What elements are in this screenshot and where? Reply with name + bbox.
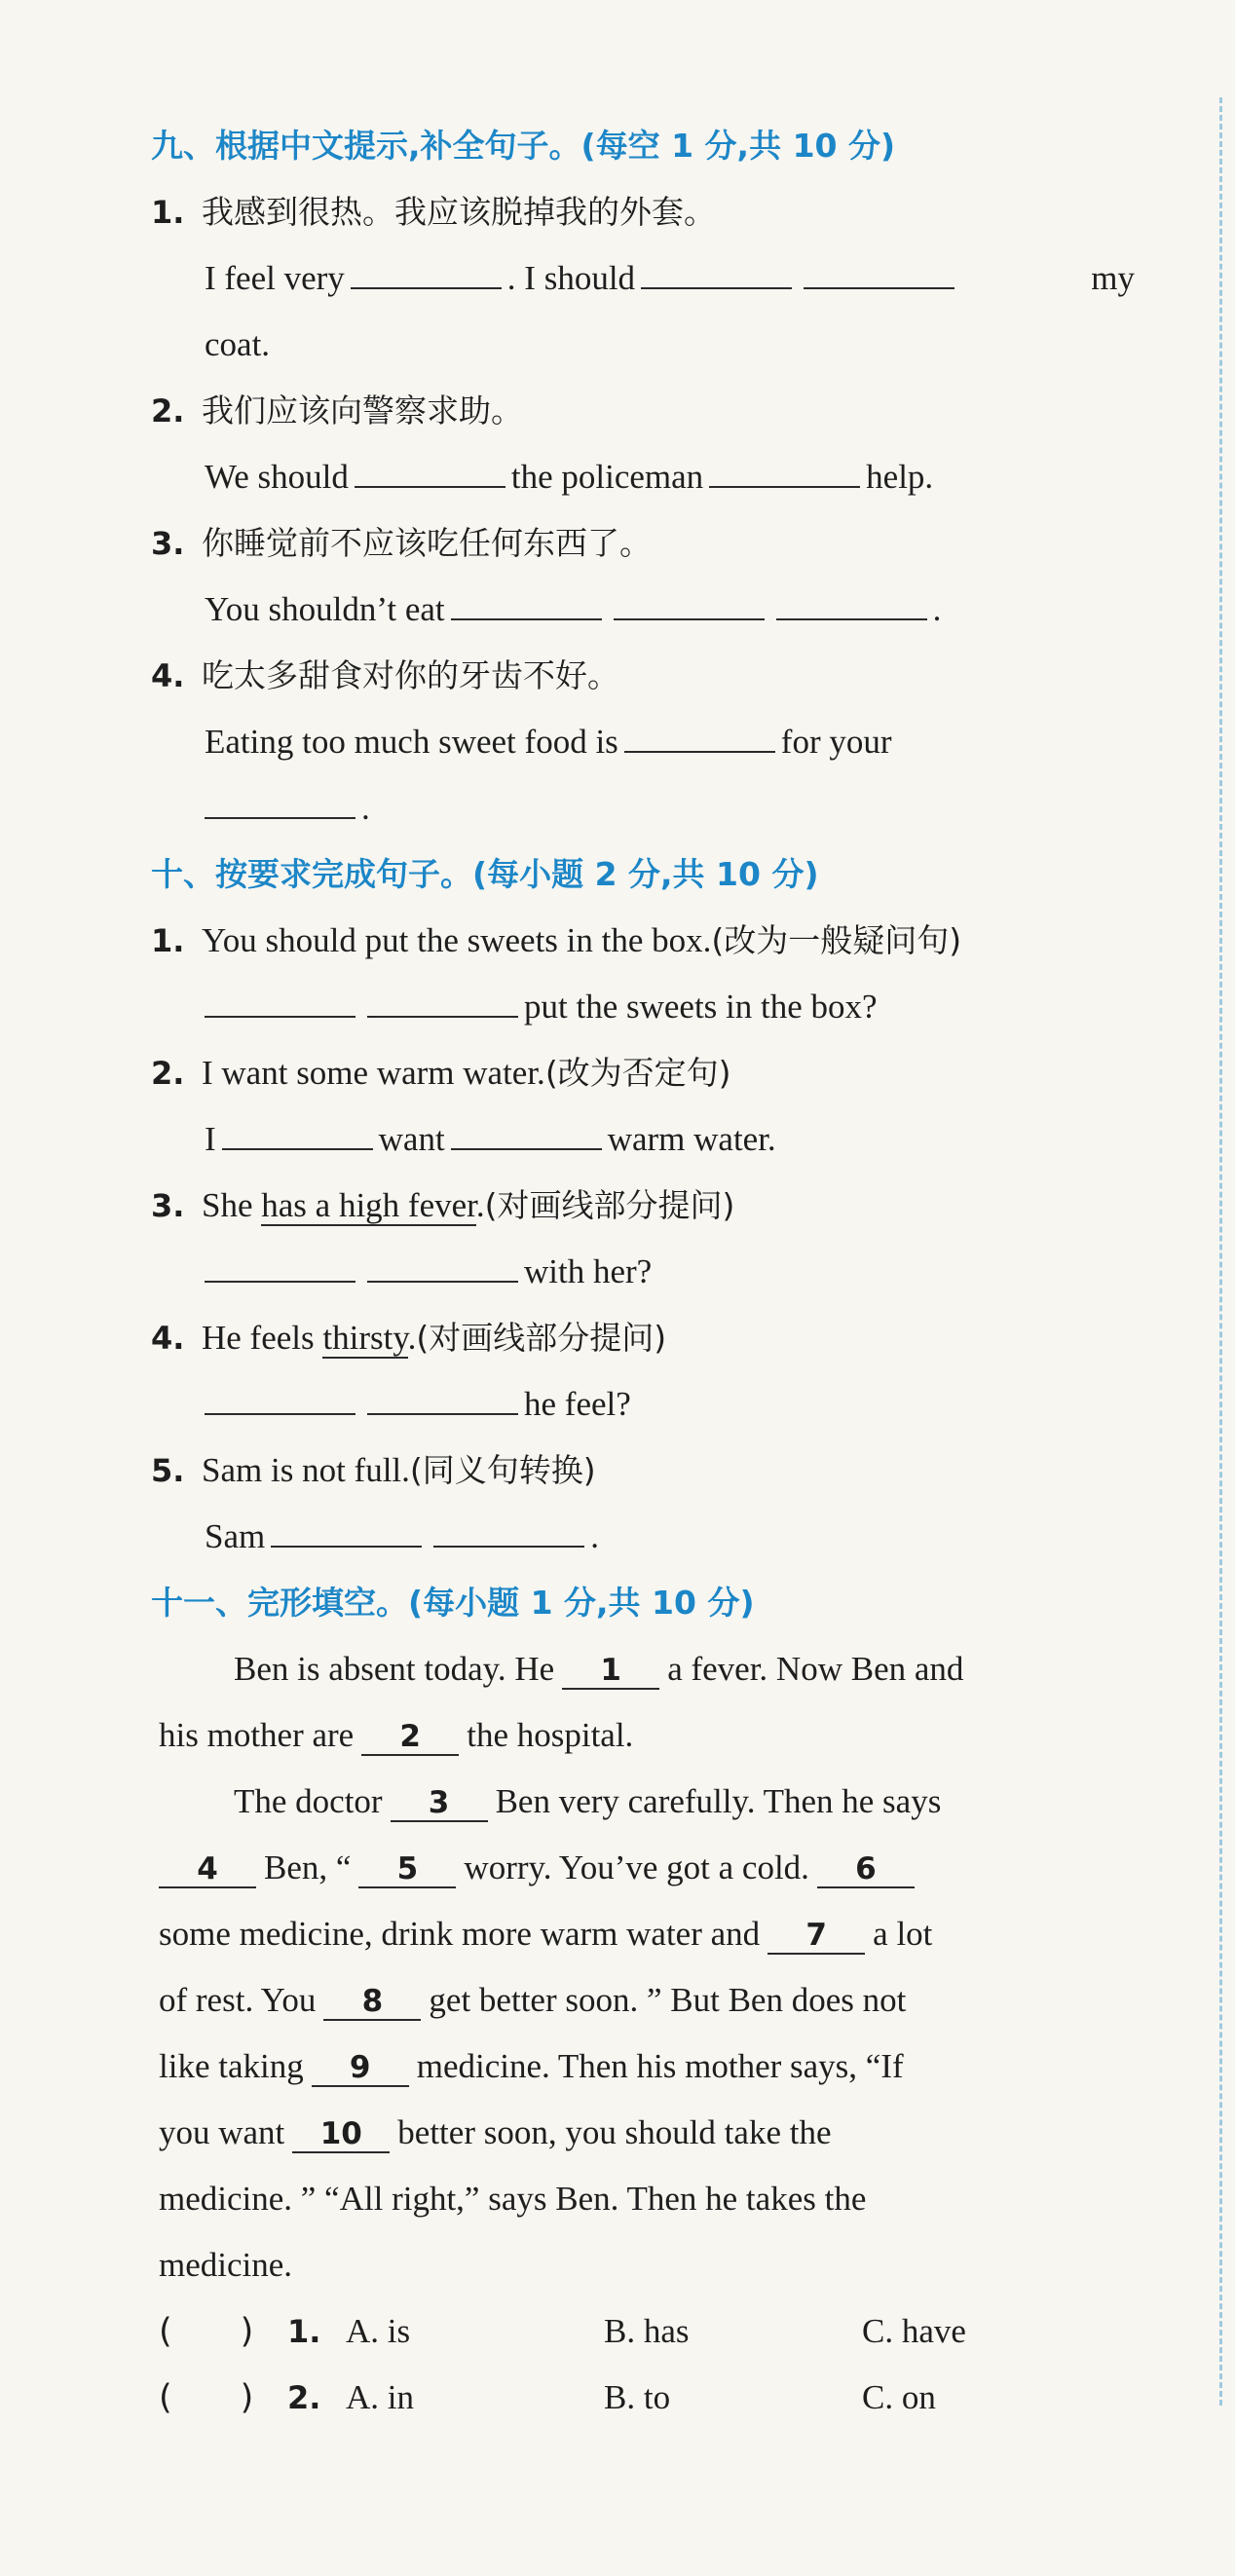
question-number: 2. bbox=[151, 1055, 185, 1092]
passage-line-2: his mother are 2 the hospital. bbox=[159, 1716, 634, 1754]
passage-line-6: of rest. You 8 get better soon. ” But Ben does not bbox=[159, 1981, 907, 2019]
underlined-phrase: has a high fever bbox=[261, 1186, 476, 1224]
answer-blank[interactable] bbox=[614, 589, 765, 620]
s10-q1-answer: put the sweets in the box? bbox=[205, 986, 878, 1028]
passage-line-1: Ben is absent today. He 1 a fever. Now Ben and bbox=[234, 1650, 964, 1688]
option-2-c[interactable]: C. on bbox=[862, 2378, 936, 2416]
cloze-blank-3[interactable]: 3 bbox=[391, 1785, 488, 1822]
answer-blank[interactable] bbox=[451, 589, 602, 620]
option-row-2-number: 2. bbox=[287, 2379, 321, 2416]
cloze-blank-6[interactable]: 6 bbox=[817, 1851, 915, 1888]
answer-bracket[interactable]: ( ) bbox=[159, 2378, 254, 2417]
answer-blank[interactable] bbox=[641, 258, 792, 289]
option-1-c[interactable]: C. have bbox=[862, 2312, 966, 2350]
answer-blank[interactable] bbox=[205, 1251, 356, 1283]
s10-q3: 3. She has a high fever.(对画线部分提问) bbox=[151, 1184, 734, 1227]
s10-q3-answer: with her? bbox=[205, 1251, 652, 1293]
dashed-margin-rule bbox=[1219, 97, 1222, 2406]
s9-q1-english: I feel very . I should my bbox=[205, 259, 1135, 297]
question-number: 4. bbox=[151, 657, 185, 694]
section-10-heading: 十、按要求完成句子。(每小题 2 分,共 10 分) bbox=[151, 855, 819, 893]
passage-line-4: 4 Ben, “ 5 worry. You’ve got a cold. 6 bbox=[159, 1847, 922, 1889]
underlined-phrase: thirsty bbox=[322, 1319, 408, 1357]
s10-q5: 5. Sam is not full.(同义句转换) bbox=[151, 1449, 596, 1492]
question-number: 1. bbox=[151, 922, 185, 959]
cloze-blank-7[interactable]: 7 bbox=[767, 1918, 865, 1955]
answer-bracket[interactable]: ( ) bbox=[159, 2312, 254, 2351]
answer-blank[interactable] bbox=[355, 457, 505, 488]
answer-blank[interactable] bbox=[367, 1384, 518, 1415]
question-number: 5. bbox=[151, 1452, 185, 1489]
s9-q1-chinese bbox=[151, 191, 716, 234]
answer-blank[interactable] bbox=[205, 1384, 356, 1415]
question-number: 3. bbox=[151, 525, 185, 562]
s9-q2-english: We should the policeman help. bbox=[205, 458, 934, 496]
s9-q3-english: You shouldn’t eat . bbox=[205, 590, 942, 628]
passage-line-8: you want 10 better soon, you should take the bbox=[159, 2113, 832, 2151]
option-2-a[interactable]: A. in bbox=[346, 2378, 414, 2416]
answer-blank[interactable] bbox=[367, 987, 518, 1018]
passage-line-9: medicine. ” “All right,” says Ben. Then he takes the bbox=[159, 2180, 867, 2218]
passage-line-7: like taking 9 medicine. Then his mother says, “If bbox=[159, 2047, 904, 2085]
answer-blank[interactable] bbox=[433, 1516, 584, 1548]
passage-line-5: some medicine, drink more warm water and 7 a lot bbox=[159, 1915, 933, 1953]
cloze-blank-5[interactable]: 5 bbox=[358, 1851, 456, 1888]
s9-q4-english: Eating too much sweet food is for your bbox=[205, 723, 892, 761]
s9-q4-chinese bbox=[151, 654, 619, 697]
answer-blank[interactable] bbox=[367, 1251, 518, 1283]
option-1-a[interactable]: A. is bbox=[346, 2312, 411, 2350]
s10-q5-answer: Sam . bbox=[205, 1517, 599, 1555]
cloze-blank-2[interactable]: 2 bbox=[361, 1719, 459, 1756]
option-row-1-number: 1. bbox=[287, 2313, 321, 2350]
section-9-heading: 九、根据中文提示,补全句子。(每空 1 分,共 10 分) bbox=[151, 127, 896, 165]
answer-blank[interactable] bbox=[205, 788, 356, 819]
s10-q4-answer: he feel? bbox=[205, 1383, 631, 1426]
s10-q2: 2. I want some warm water.(改为否定句) bbox=[151, 1052, 731, 1095]
answer-blank[interactable] bbox=[709, 457, 860, 488]
section-11-heading: 十一、完形填空。(每小题 1 分,共 10 分) bbox=[151, 1584, 755, 1622]
s9-q1-cont: coat. bbox=[205, 325, 271, 363]
option-1-b[interactable]: B. has bbox=[604, 2312, 690, 2350]
passage-line-10: medicine. bbox=[159, 2246, 293, 2284]
s9-q2-chinese bbox=[151, 390, 523, 432]
chinese-prompt: 你睡觉前不应该吃任何东西了。 bbox=[202, 524, 652, 562]
answer-blank[interactable] bbox=[222, 1119, 373, 1150]
question-number: 1. bbox=[151, 194, 185, 231]
chinese-prompt: 我感到很热。我应该脱掉我的外套。 bbox=[202, 193, 716, 231]
answer-blank[interactable] bbox=[624, 722, 775, 753]
question-number: 3. bbox=[151, 1187, 185, 1224]
answer-blank[interactable] bbox=[271, 1516, 422, 1548]
s9-q3-chinese bbox=[151, 522, 652, 565]
cloze-blank-4[interactable]: 4 bbox=[159, 1851, 256, 1888]
s10-q1: 1. You should put the sweets in the box.(改为一般疑问句) bbox=[151, 919, 961, 962]
answer-blank[interactable] bbox=[451, 1119, 602, 1150]
passage-line-3: The doctor 3 Ben very carefully. Then he says bbox=[234, 1782, 942, 1820]
option-2-b[interactable]: B. to bbox=[604, 2378, 671, 2416]
answer-blank[interactable] bbox=[776, 589, 927, 620]
chinese-prompt: 我们应该向警察求助。 bbox=[202, 392, 523, 429]
answer-blank[interactable] bbox=[351, 258, 502, 289]
s10-q4: 4. He feels thirsty.(对画线部分提问) bbox=[151, 1317, 666, 1360]
s9-q4-cont: . bbox=[205, 787, 370, 830]
cloze-blank-10[interactable]: 10 bbox=[292, 2116, 390, 2153]
answer-blank[interactable] bbox=[205, 987, 356, 1018]
answer-blank[interactable] bbox=[804, 258, 954, 289]
cloze-blank-9[interactable]: 9 bbox=[312, 2050, 409, 2087]
s10-q2-answer: I want warm water. bbox=[205, 1120, 776, 1158]
question-number: 4. bbox=[151, 1320, 185, 1357]
cloze-blank-8[interactable]: 8 bbox=[323, 1984, 421, 2021]
question-number: 2. bbox=[151, 392, 185, 429]
cloze-blank-1[interactable]: 1 bbox=[562, 1653, 659, 1690]
chinese-prompt: 吃太多甜食对你的牙齿不好。 bbox=[202, 656, 619, 694]
